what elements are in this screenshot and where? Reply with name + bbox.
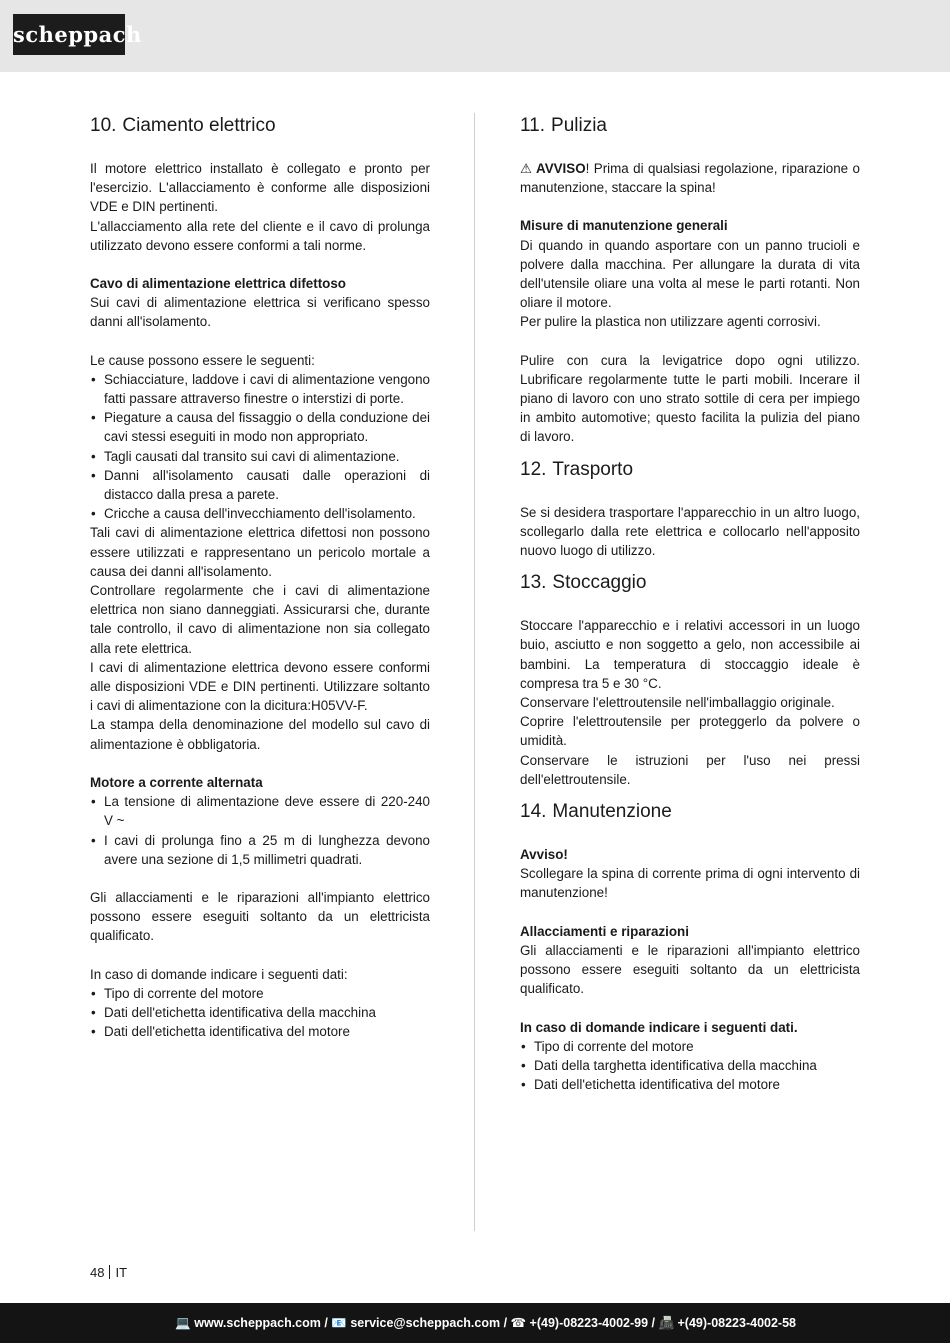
paragraph: Controllare regolarmente che i cavi di alimentazione elettrica non siano danneggiati. Assicurarsi che, durante tale controllo, il cavo di alimentazione non sia collegato alla rete elettrica. <box>90 583 430 656</box>
subheading: Motore a corrente alternata <box>90 774 263 790</box>
list-item: • Dati dell'etichetta identificativa del motore <box>90 1022 430 1041</box>
section-12-heading <box>520 457 860 483</box>
footer-bar <box>0 1303 950 1343</box>
paragraph: L'allacciamento alla rete del cliente e il cavo di prolunga utilizzato devono essere conformi a tali norme. <box>90 218 430 253</box>
paragraph: Tali cavi di alimentazione elettrica difettosi non possono essere utilizzati e rappresentano un pericolo mortale a causa dei danni all'isolamento. <box>90 525 430 579</box>
warning-icon: ⚠ <box>520 161 533 176</box>
section-number: 14. <box>520 801 547 823</box>
paragraph: Gli allacciamenti e le riparazioni all'impianto elettrico possono essere eseguiti soltanto da un elettricista qualificato. <box>520 942 860 997</box>
list-item: • Piegature a causa del fissaggio o della conduzione dei cavi stessi eseguiti in modo non appropriato. <box>90 408 430 446</box>
list-item: • Dati dell'etichetta identificativa del motore <box>520 1075 860 1094</box>
scheppach-logo: scheppach <box>13 14 125 55</box>
paragraph: Se si desidera trasportare l'apparecchio in un altro luogo, scollegarlo dalla rete elettrica e collocarlo nell'apposito nuovo luogo di utilizzo. <box>520 504 860 559</box>
section-13-heading <box>520 570 860 596</box>
paragraph: Conservare le istruzioni per l'uso nei pressi dell'elettroutensile. <box>520 752 860 787</box>
list-item: • La tensione di alimentazione deve essere di 220-240 V ~ <box>90 792 430 830</box>
list-item: • Tagli causati dal transito sui cavi di alimentazione. <box>90 447 430 466</box>
list-item: • I cavi di prolunga fino a 25 m di lunghezza devono avere una sezione di 1,5 millimetri quadrati. <box>90 831 430 869</box>
list-item: • Dati della targhetta identificativa della macchina <box>520 1056 860 1075</box>
warning-label: AVVISO <box>536 161 586 176</box>
subheading: In caso di domande indicare i seguenti dati. <box>520 1019 798 1035</box>
list-item: • Danni all'isolamento causati dalle operazioni di distacco dalla presa a parete. <box>90 466 430 504</box>
paragraph: Stoccare l'apparecchio e i relativi accessori in un luogo buio, asciutto e non soggetto a gelo, non accessibile ai bambini. La temperatura di stoccaggio ideale è compresa tra 5 e 30 °C. <box>520 618 860 691</box>
column-divider <box>474 113 475 1231</box>
paragraph: Conservare l'elettroutensile nell'imballaggio originale. <box>520 695 835 711</box>
paragraph: Le cause possono essere le seguenti: <box>90 352 315 368</box>
section-number: 11. <box>520 115 546 136</box>
paragraph: Scollegare la spina di corrente prima di ogni intervento di manutenzione! <box>520 866 860 901</box>
paragraph: Sui cavi di alimentazione elettrica si verificano spesso danni all'isolamento. <box>90 295 430 330</box>
page-number-value: 48 <box>90 1265 105 1280</box>
list-item: • Tipo di corrente del motore <box>520 1037 860 1056</box>
paragraph: I cavi di alimentazione elettrica devono essere conformi alle disposizioni VDE e DIN pertinenti. Utilizzare soltanto i cavi di alimentazione con la dicitura:H05VV-F. <box>90 659 430 714</box>
section-title: Stoccaggio <box>552 572 647 594</box>
section-title: Pulizia <box>551 115 607 136</box>
paragraph: La stampa della denominazione del modello sul cavo di alimentazione è obbligatoria. <box>90 717 430 752</box>
list-item: • Dati dell'etichetta identificativa della macchina <box>90 1003 430 1022</box>
section-11-heading <box>520 113 860 139</box>
header-bar <box>0 0 950 72</box>
section-title: Manutenzione <box>552 801 672 823</box>
section-number: 10. <box>90 115 117 136</box>
domande-list <box>90 984 430 1042</box>
domande-list <box>520 1037 860 1095</box>
page-language: IT <box>115 1265 128 1280</box>
left-column <box>90 113 430 1041</box>
subheading: Allacciamenti e riparazioni <box>520 923 689 939</box>
subheading: Cavo di alimentazione elettrica difettoso <box>90 276 346 292</box>
paragraph: Per pulire la plastica non utilizzare agenti corrosivi. <box>520 314 821 330</box>
list-item: • Tipo di corrente del motore <box>90 984 430 1003</box>
paragraph: Il motore elettrico installato è collegato e pronto per l'esercizio. L'allacciamento è conforme alle disposizioni VDE e DIN pertinenti. <box>90 161 430 215</box>
footer-contact: 💻 www.scheppach.com / 📧 service@scheppach.com / ☎ +(49)-08223-4002-99 / 📠 +(49)-08223-4002-58 <box>175 1316 796 1330</box>
section-title: Trasporto <box>552 458 634 480</box>
section-number: 12. <box>520 458 547 480</box>
subheading: Avviso! <box>520 847 568 863</box>
list-item: • Schiacciature, laddove i cavi di alimentazione vengono fatti passare attraverso finestre o interstizi di porte. <box>90 370 430 408</box>
paragraph: In caso di domande indicare i seguenti dati: <box>90 966 348 982</box>
cause-list <box>90 370 430 524</box>
paragraph: Gli allacciamenti e le riparazioni all'impianto elettrico possono essere eseguiti soltanto da un elettricista qualificato. <box>90 889 430 944</box>
section-title: Ciamento elettrico <box>122 115 276 136</box>
section-14-heading <box>520 799 860 825</box>
paragraph: Di quando in quando asportare con un panno trucioli e polvere dalla macchina. Per allungare la durata di vita dell'utensile oliare una volta al mese le parti rotanti. Non oliare il motore. <box>520 237 860 311</box>
right-column <box>520 113 860 1094</box>
motore-list <box>90 792 430 869</box>
paragraph: Coprire l'elettroutensile per proteggerlo da polvere o umidità. <box>520 714 860 749</box>
section-10-heading <box>90 113 430 139</box>
section-number: 13. <box>520 572 547 594</box>
warning-text: ! Prima di qualsiasi regolazione, riparazione o manutenzione, staccare la spina! <box>520 161 860 196</box>
paragraph: Pulire con cura la levigatrice dopo ogni utilizzo. Lubrificare regolarmente tutte le parti mobili. Incerare il piano di lavoro con uno strato sottile di cera per impiego in ambito automotive; questo facilita la pulizia del piano di lavoro. <box>520 352 860 445</box>
list-item: • Cricche a causa dell'invecchiamento dell'isolamento. <box>90 504 430 523</box>
page-number <box>90 1265 127 1280</box>
subheading: Misure di manutenzione generali <box>520 218 728 234</box>
warning-paragraph <box>520 159 860 197</box>
